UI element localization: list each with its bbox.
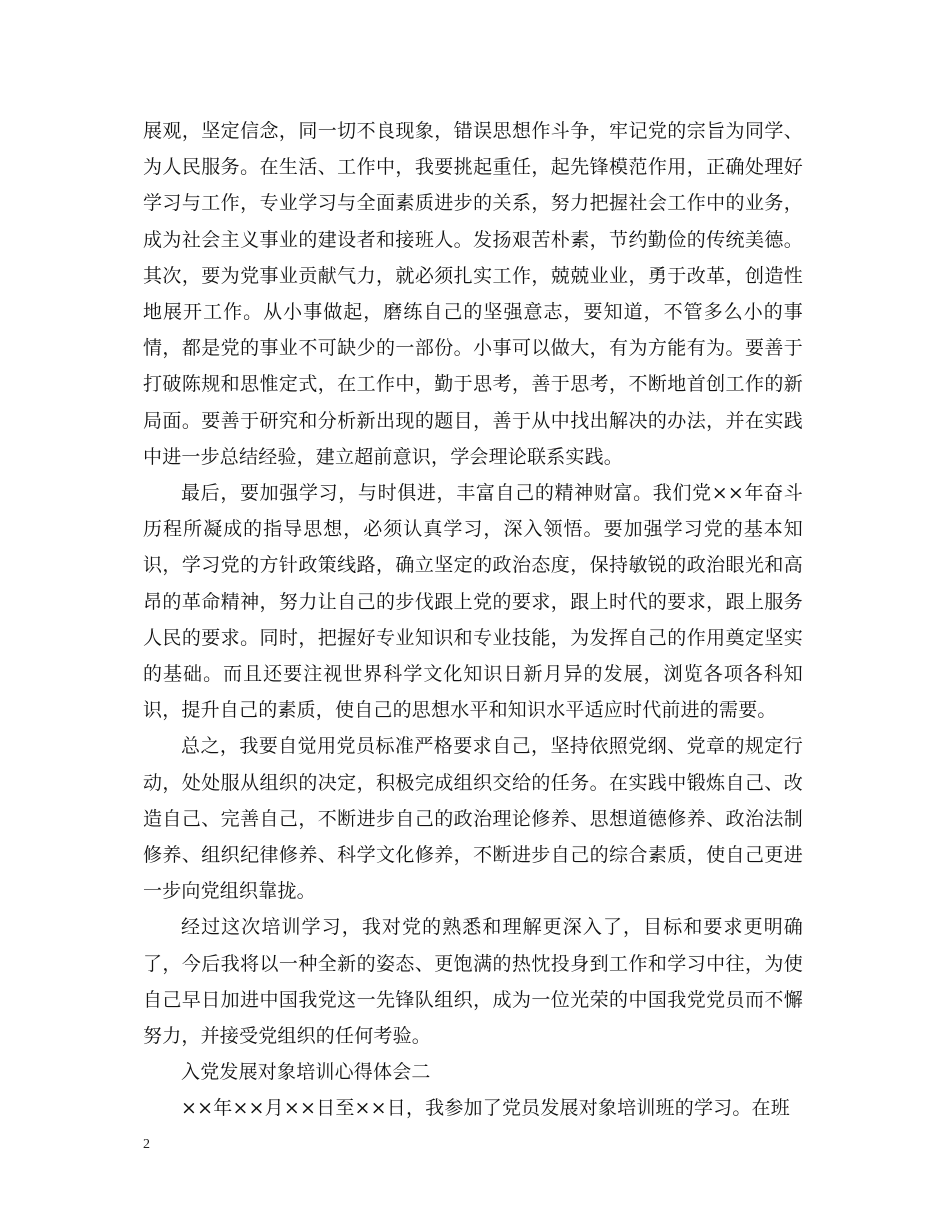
body-paragraph-5: ××年××月××日至××日，我参加了党员发展对象培训班的学习。在班 xyxy=(181,1097,790,1120)
body-paragraph-3: 总之，我要自觉用党员标准严格要求自己，坚持依照党纲、党章的规定行动，处处服从组织的决定，积极完成组织交给的任务。在实践中锻炼自己、改造自己、完善自己，不断进步自己的政治理论修养、思想道德修养、政治法制修养、组织纪律修养、科学文化修养，不断进步自己的综合素质，使自己更进一步向党组织靠拢。 xyxy=(143,735,803,903)
body-paragraph-4: 经过这次培训学习，我对党的熟悉和理解更深入了，目标和要求更明确了，今后我将以一种全新的姿态、更饱满的热忱投身到工作和学习中往，为使自己早日加进中国我党这一先锋队组织，成为一位光荣的中国我党党员而不懈努力，并接受党组织的任何考验。 xyxy=(143,916,803,1048)
page-number: 2 xyxy=(143,1137,150,1152)
document-body xyxy=(143,113,803,1127)
body-paragraph-1: 展观，坚定信念，同一切不良现象，错误思想作斗争，牢记党的宗旨为同学、为人民服务。在生活、工作中，我要挑起重任，起先锋模范作用，正确处理好学习与工作，专业学习与全面素质进步的关系，努力把握社会工作中的业务，成为社会主义事业的建设者和接班人。发扬艰苦朴素，节约勤俭的传统美德。其次，要为党事业贡献气力，就必须扎实工作，兢兢业业，勇于改革，创造性地展开工作。从小事做起，磨练自己的坚强意志，要知道，不管多么小的事情，都是党的事业不可缺少的一部份。小事可以做大，有为方能有为。要善于打破陈规和思惟定式，在工作中，勤于思考，善于思考，不断地首创工作的新局面。要善于研究和分析新出现的题目，善于从中找出解决的办法，并在实践中进一步总结经验，建立超前意识，学会理论联系实践。 xyxy=(143,120,803,468)
section-heading: 入党发展对象培训心得体会二 xyxy=(181,1061,431,1084)
body-paragraph-2: 最后，要加强学习，与时俱进，丰富自己的精神财富。我们党××年奋斗历程所凝成的指导思想，必须认真学习，深入领悟。要加强学习党的基本知识，学习党的方针政策线路，确立坚定的政治态度，保持敏锐的政治眼光和高昂的革命精神，努力让自己的步伐跟上党的要求，跟上时代的要求，跟上服务人民的要求。同时，把握好专业知识和专业技能，为发挥自己的作用奠定坚实的基础。而且还要注视世界科学文化知识日新月异的发展，浏览各项各科知识，提升自己的素质，使自己的思想水平和知识水平适应时代前进的需要。 xyxy=(143,482,803,722)
